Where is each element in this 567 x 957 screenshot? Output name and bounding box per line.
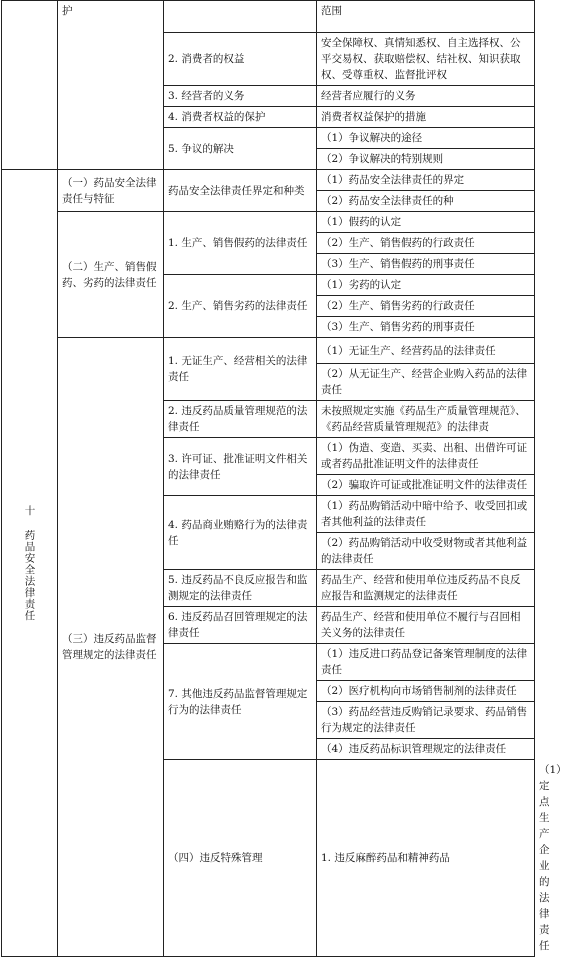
chapter-blank-cell <box>2 1 58 170</box>
detail-dispute-1: （1）争议解决的途径 <box>317 128 535 149</box>
detail-2-2-2: （2）生产、销售劣药的行政责任 <box>317 296 535 317</box>
detail-3-1-2: （2）从无证生产、经营企业购入药品的法律责任 <box>317 364 535 401</box>
item-2-2: 2. 生产、销售劣药的法律责任 <box>164 275 317 338</box>
detail-operator-duty: 经营者应履行的义务 <box>317 86 535 107</box>
item-consumer-protection: 4. 消费者权益的保护 <box>164 107 317 128</box>
detail-1-2: （2）药品安全法律责任的种 <box>317 191 535 212</box>
item-3-6: 6. 违反药品召回管理规定的法律责任 <box>164 607 317 644</box>
item-operator-duty: 3. 经营者的义务 <box>164 86 317 107</box>
scope-text: 范围 <box>317 1 535 33</box>
detail-3-1-1: （1）无证生产、经营药品的法律责任 <box>317 338 535 364</box>
section-2-title: （二）生产、销售假药、劣药的法律责任 <box>58 212 164 338</box>
detail-3-7-4: （4）违反药品标识管理规定的法律责任 <box>317 739 535 760</box>
section-4-title: （四）违反特殊管理 <box>164 760 317 957</box>
detail-3-2: 未按照规定实施《药品生产质量管理规范》、《药品经营质量管理规范》的法律责 <box>317 401 535 438</box>
detail-3-4-2: （2）药品购销活动中收受财物或者其他利益的法律责任 <box>317 533 535 570</box>
detail-dispute-2: （2）争议解决的特别规则 <box>317 149 535 170</box>
item-4-1: 1. 违反麻醉药品和精神药品 <box>317 760 535 957</box>
item-dispute-resolution: 5. 争议的解决 <box>164 128 317 170</box>
item-3-7: 7. 其他违反药品监督管理规定行为的法律责任 <box>164 644 317 760</box>
detail-2-2-1: （1）劣药的认定 <box>317 275 535 296</box>
detail-3-7-3: （3）药品经营违反购销记录要求、药品销售行为规定的法律责任 <box>317 702 535 739</box>
blank-item-cell <box>164 1 317 33</box>
item-consumer-rights: 2. 消费者的权益 <box>164 33 317 86</box>
section-1-title: （一）药品安全法律责任与特征 <box>58 170 164 212</box>
detail-2-1-1: （1）假药的认定 <box>317 212 535 233</box>
detail-1-1: （1）药品安全法律责任的界定 <box>317 170 535 191</box>
item-3-5: 5. 违反药品不良反应报告和监测规定的法律责任 <box>164 570 317 607</box>
section-continued-label: 护 <box>58 1 164 170</box>
regulation-outline-table: 护 范围 2. 消费者的权益 安全保障权、真情知悉权、自主选择权、公平交易权、获取赔偿权、结社权、知识获取权、受尊重权、监督批评权 3. 经营者的义务 经营者应履行的义务 4. 消费者权益的保护 消费者权益保护的措施 5. 争议的解决 （1）争议解决的途径 （2）争议解决的特别规则 十 药品安全法律责任 （一）药品安全法律责任与特征 药品安全法律责任界定和种类 （1）药品安全法律责任的界定 （2）药品安全法律责任的种 （二）生产、销售假药、劣药的法律责任 1. 生产、销售假药的法律责任 （1）假药的认定 （2）生产、销售假药的行政责任 （3）生产、销售假药的刑事责任 2. 生产、销售劣药的法律责任 （1）劣药的认定 （2）生产、销售劣药的行政责任 （3）生产、销售劣药的刑事责任 （三）违反药品监督管理规定的法律责任 1. 无证生产、经营相关的法律责任 （1）无证生产、经营药品的法律责任 （2）从无证生产、经营企业购入药品的法律责任 2. 违反药品质量管理规范的法律责任 未按照规定实施《药品生产质量管理规范》、《药品经营质量管理规范》的法律责 3. 许可证、批准证明文件相关的法律责任 （1）伪造、变造、买卖、出租、出借许可证或者药品批准证明文件的法律责任 （2）骗取许可证或批准证明文件的法律责任 4. 药品商业贿赂行为的法律责任 （1）药品购销活动中暗中给予、收受回扣或者其他利益的法律责任 （2）药品购销活动中收受财物或者其他利益的法律责任 5. 违反药品不良反应报告和监测规定的法律责任 药品生产、经营和使用单位违反药品不良反应报告和监测规定的法律责任 6. 违反药品召回管理规定的法律责任 药品生产、经营和使用单位不履行与召回相关义务的法律责任 7. 其他违反药品监督管理规定行为的法律责任 （1）违反进口药品登记备案管理制度的法律责任 （2）医疗机构向市场销售制剂的法律责任 （3）药品经营违反购销记录要求、药品销售行为规定的法律责任 （4）违反药品标识管理规定的法律责任 （四）违反特殊管理 1. 违反麻醉药品和精神药品 （1）定点生产企业的法律责任 <box>1 0 535 957</box>
detail-2-1-3: （3）生产、销售假药的刑事责任 <box>317 254 535 275</box>
item-2-1: 1. 生产、销售假药的法律责任 <box>164 212 317 275</box>
detail-3-4-1: （1）药品购销活动中暗中给予、收受回扣或者其他利益的法律责任 <box>317 496 535 533</box>
item-1-definition: 药品安全法律责任界定和种类 <box>164 170 317 212</box>
detail-3-7-2: （2）医疗机构向市场销售制剂的法律责任 <box>317 681 535 702</box>
detail-consumer-protection: 消费者权益保护的措施 <box>317 107 535 128</box>
item-3-4: 4. 药品商业贿赂行为的法律责任 <box>164 496 317 570</box>
chapter-title-cell <box>2 170 58 957</box>
detail-2-1-2: （2）生产、销售假药的行政责任 <box>317 233 535 254</box>
chapter-title: 十 药品安全法律责任 <box>23 504 36 622</box>
detail-2-2-3: （3）生产、销售劣药的刑事责任 <box>317 317 535 338</box>
item-3-3: 3. 许可证、批准证明文件相关的法律责任 <box>164 438 317 496</box>
section-3-title: （三）违反药品监督管理规定的法律责任 <box>58 338 164 957</box>
detail-3-6: 药品生产、经营和使用单位不履行与召回相关义务的法律责任 <box>317 607 535 644</box>
detail-3-3-1: （1）伪造、变造、买卖、出租、出借许可证或者药品批准证明文件的法律责任 <box>317 438 535 475</box>
detail-3-7-1: （1）违反进口药品登记备案管理制度的法律责任 <box>317 644 535 681</box>
detail-3-5: 药品生产、经营和使用单位违反药品不良反应报告和监测规定的法律责任 <box>317 570 535 607</box>
detail-consumer-rights: 安全保障权、真情知悉权、自主选择权、公平交易权、获取赔偿权、结社权、知识获取权、受尊重权、监督批评权 <box>317 33 535 86</box>
item-3-2: 2. 违反药品质量管理规范的法律责任 <box>164 401 317 438</box>
detail-3-3-2: （2）骗取许可证或批准证明文件的法律责任 <box>317 475 535 496</box>
item-3-1: 1. 无证生产、经营相关的法律责任 <box>164 338 317 401</box>
